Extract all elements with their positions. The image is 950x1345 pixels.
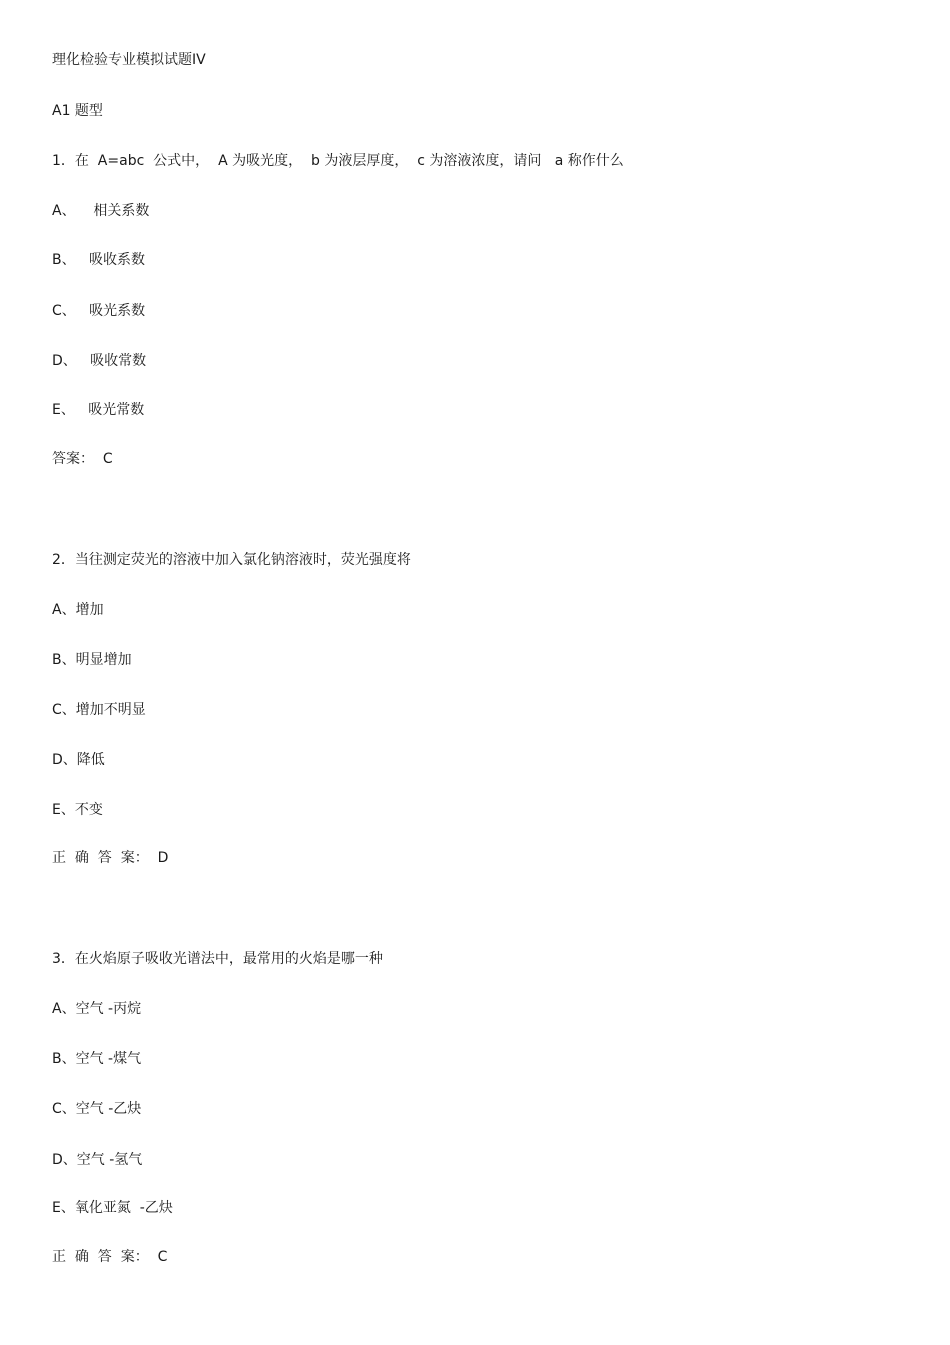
option-c: C、增加不明显 [52,702,146,718]
section-heading: A1 题型 [52,103,103,119]
option-a: A、空气 -丙烷 [52,1001,142,1017]
question-stem: 1．在 A=abc 公式中， A 为吸光度， b 为液层厚度， c 为溶液浓度，请问 a 称作什么 [52,153,624,169]
question-stem: 3．在火焰原子吸收光谱法中，最常用的火焰是哪一种 [52,951,383,967]
option-b: B、 吸收系数 [52,252,145,268]
option-a: A、增加 [52,602,104,618]
option-b: B、明显增加 [52,652,132,668]
document-title: 理化检验专业模拟试题IV [52,52,206,68]
answer: 正 确 答 案： D [52,850,169,866]
option-c: C、空气 -乙炔 [52,1101,142,1117]
option-e: E、不变 [52,802,103,818]
option-e: E、氧化亚氮 -乙炔 [52,1200,173,1216]
option-b: B、空气 -煤气 [52,1051,142,1067]
option-c: C、 吸光系数 [52,303,146,319]
option-d: D、降低 [52,752,105,768]
option-d: D、 吸收常数 [52,353,147,369]
option-d: D、空气 -氢气 [52,1152,143,1168]
question-stem: 2．当往测定荧光的溶液中加入氯化钠溶液时，荧光强度将 [52,552,411,568]
option-e: E、 吸光常数 [52,402,145,418]
option-a: A、 相关系数 [52,203,150,219]
answer: 正 确 答 案： C [52,1249,168,1265]
answer: 答案： C [52,451,113,467]
